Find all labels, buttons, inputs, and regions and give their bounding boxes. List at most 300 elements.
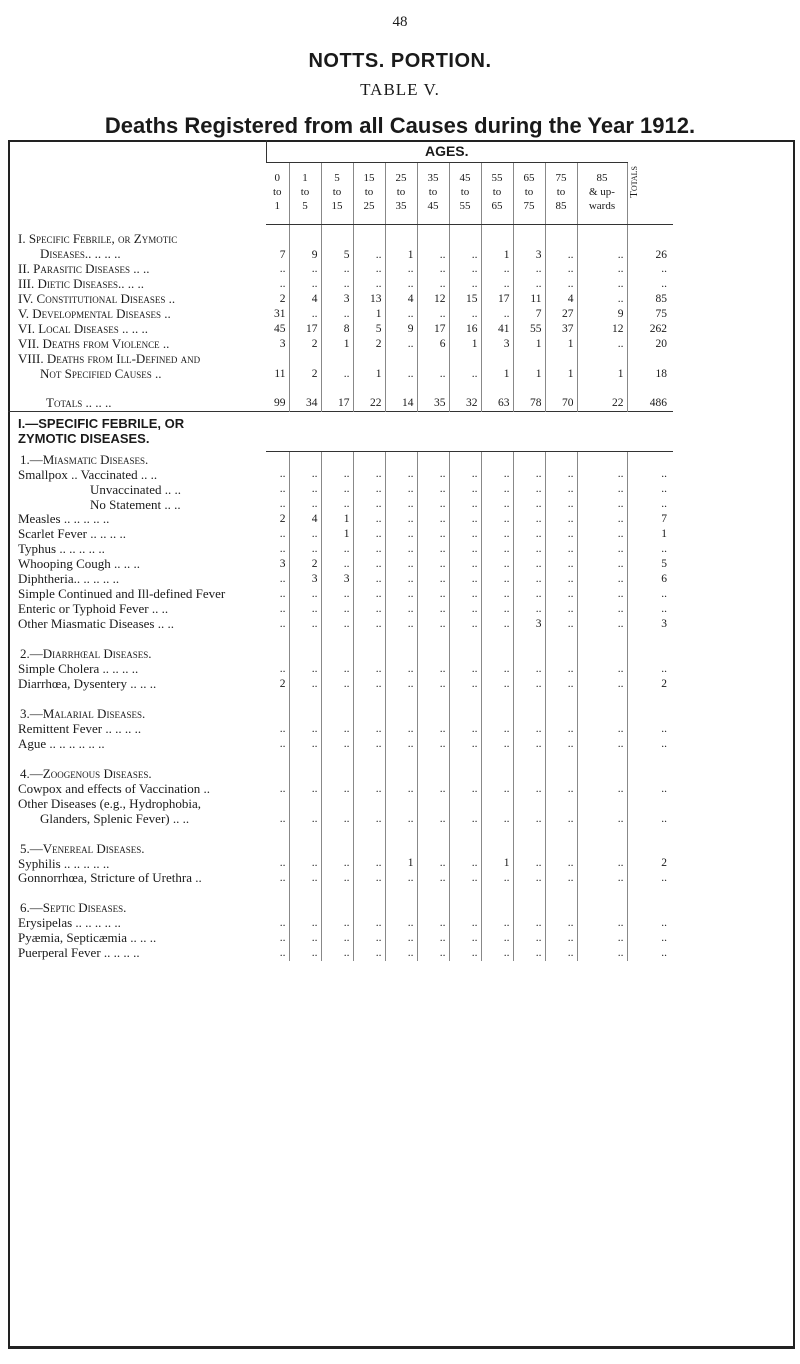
spacer <box>353 692 385 722</box>
spacer <box>545 224 577 232</box>
cell-value: .. <box>321 946 353 961</box>
cell-value: .. <box>661 587 667 600</box>
page-number: 48 <box>392 14 408 30</box>
cell-value: .. <box>545 587 577 602</box>
cell-value: .. <box>449 782 481 797</box>
cell-value: .. <box>321 782 353 797</box>
cell-value: .. <box>449 931 481 946</box>
cell-value: .. <box>289 662 321 677</box>
cell-value: .. <box>417 797 449 827</box>
spacer <box>385 827 417 857</box>
cell-value: .. <box>481 483 513 498</box>
cell-value: .. <box>289 946 321 961</box>
cell-value: 1 <box>545 337 577 352</box>
cell-value: .. <box>661 468 667 481</box>
spacer <box>289 827 321 857</box>
cell-value: .. <box>449 871 481 886</box>
cell-value: 2 <box>266 677 289 692</box>
spacer <box>481 632 513 662</box>
cell-value: .. <box>577 871 627 886</box>
cell-value: .. <box>661 543 667 556</box>
age-column-mid: to <box>396 186 406 199</box>
cell-value: .. <box>353 587 385 602</box>
cell-value: .. <box>449 916 481 931</box>
cell-value: 20 <box>655 337 667 350</box>
cell-value: .. <box>661 483 667 496</box>
cell-value: .. <box>417 307 449 322</box>
row-label <box>8 498 266 513</box>
row-label-cont: Glanders, Splenic Fever) .. .. <box>40 810 190 826</box>
cell-value: .. <box>545 277 577 292</box>
age-column-top: 5 <box>334 172 340 185</box>
cell-value: .. <box>513 916 545 931</box>
spacer <box>353 752 385 782</box>
cell-value: .. <box>353 617 385 632</box>
cell-value: 1 <box>481 857 513 872</box>
cell-value: .. <box>385 527 417 542</box>
age-column-header <box>385 162 417 224</box>
cell-value: 99 <box>266 396 289 412</box>
age-column-mid: to <box>460 186 470 199</box>
cell-value: .. <box>545 662 577 677</box>
age-column-mid: to <box>272 186 282 199</box>
cell-value: .. <box>385 277 417 292</box>
cell-value: .. <box>481 871 513 886</box>
table-row <box>8 572 673 587</box>
age-column-mid: to <box>428 186 438 199</box>
cell-value: .. <box>449 262 481 277</box>
group-title: 4.—Zoogenous Diseases. <box>20 765 152 781</box>
row-label-text: VII. Deaths from Violence .. <box>18 336 170 351</box>
cell-value: .. <box>513 468 545 483</box>
header-spacer <box>8 140 266 162</box>
cell-value: .. <box>661 917 667 930</box>
row-label-text: Smallpox .. Vaccinated .. .. <box>18 467 158 482</box>
cell-value: .. <box>353 498 385 513</box>
spacer <box>321 752 353 782</box>
spacer <box>289 452 321 468</box>
cell-value: 3 <box>266 557 289 572</box>
row-label-text: Gonnorrhœa, Stricture of Urethra .. <box>18 871 202 886</box>
cell-value: 70 <box>545 396 577 412</box>
cell-value: .. <box>577 572 627 587</box>
spacer <box>385 382 417 396</box>
cell-value: 2 <box>289 557 321 572</box>
spacer <box>513 224 545 232</box>
row-label-text: Whooping Cough .. .. .. <box>18 557 141 572</box>
cell-value: .. <box>417 737 449 752</box>
cell-value: .. <box>577 542 627 557</box>
cell-value: .. <box>661 662 667 675</box>
spacer <box>289 382 321 396</box>
age-column-top: 55 <box>491 172 503 185</box>
cell-value: 17 <box>289 322 321 337</box>
cell-value: 27 <box>545 307 577 322</box>
cell-value: 8 <box>321 322 353 337</box>
cell-value: .. <box>321 468 353 483</box>
cell-value: .. <box>545 677 577 692</box>
cell-value: .. <box>577 617 627 632</box>
cell-value: .. <box>577 587 627 602</box>
cell-value: .. <box>545 483 577 498</box>
cell-value: 85 <box>655 292 667 305</box>
cell-value: .. <box>385 483 417 498</box>
table-row <box>8 498 673 513</box>
age-column-header <box>481 162 513 224</box>
row-label-text: VI. Local Diseases .. .. .. <box>18 321 149 336</box>
cell-value: .. <box>577 797 627 827</box>
spacer <box>627 827 673 857</box>
cell-value: .. <box>385 722 417 737</box>
spacer <box>545 886 577 916</box>
cell-value: .. <box>577 662 627 677</box>
cell-value: .. <box>417 468 449 483</box>
cell-value: .. <box>289 871 321 886</box>
cell-value: .. <box>577 527 627 542</box>
age-column-bot: 85 <box>555 199 567 212</box>
spacer <box>417 827 449 857</box>
age-column-header <box>449 162 481 224</box>
spacer <box>627 752 673 782</box>
spacer <box>321 412 353 452</box>
table-row <box>8 782 673 797</box>
cell-value: .. <box>449 542 481 557</box>
row-label-text: Puerperal Fever .. .. .. .. <box>18 946 140 961</box>
cell-value: .. <box>417 557 449 572</box>
cell-value: .. <box>321 797 353 827</box>
cell-value: 17 <box>417 322 449 337</box>
row-label-text: III. Dietic Diseases.. .. .. <box>18 276 145 291</box>
group-title: 6.—Septic Diseases. <box>20 900 127 916</box>
spacer <box>577 412 627 452</box>
row-label-text: Diphtheria.. .. .. .. .. <box>18 572 120 587</box>
cell-value: .. <box>417 483 449 498</box>
spacer <box>417 412 449 452</box>
cell-value: .. <box>266 262 289 277</box>
spacer <box>385 412 417 452</box>
cell-value: .. <box>417 857 449 872</box>
table-row <box>8 916 673 931</box>
row-label-text: II. Parasitic Diseases .. .. <box>18 262 150 276</box>
cell-value: .. <box>353 722 385 737</box>
cell-value: .. <box>266 737 289 752</box>
cell-value: 6 <box>661 573 667 586</box>
cell-value: .. <box>385 871 417 886</box>
cell-value: .. <box>289 602 321 617</box>
table-row <box>8 277 673 292</box>
cell-value: .. <box>545 722 577 737</box>
spacer <box>321 886 353 916</box>
table-row <box>8 352 673 382</box>
spacer <box>627 224 673 232</box>
row-label-text: IV. Constitutional Diseases .. <box>18 291 176 306</box>
group-title: 3.—Malarial Diseases. <box>20 705 146 721</box>
cell-value: .. <box>266 587 289 602</box>
cell-value: .. <box>449 307 481 322</box>
cell-value: .. <box>417 617 449 632</box>
spacer <box>417 382 449 396</box>
cell-value: 2 <box>289 337 321 352</box>
spacer <box>266 224 289 232</box>
cell-value: .. <box>577 468 627 483</box>
cell-value: .. <box>321 557 353 572</box>
row-label <box>8 857 266 872</box>
cell-value: .. <box>481 468 513 483</box>
age-column-header <box>321 162 353 224</box>
table-row <box>8 232 673 262</box>
cell-value: .. <box>289 483 321 498</box>
spacer <box>481 752 513 782</box>
row-label <box>8 587 266 602</box>
row-label-text: Totals .. .. .. <box>46 395 112 410</box>
age-column-bot: wards <box>588 199 616 212</box>
age-column-top: 0 <box>274 172 280 185</box>
table-row <box>8 468 673 483</box>
cell-value: .. <box>481 737 513 752</box>
cell-value: .. <box>266 498 289 513</box>
spacer <box>545 452 577 468</box>
cell-value: .. <box>449 352 481 382</box>
cell-value: .. <box>266 572 289 587</box>
cell-value: .. <box>266 527 289 542</box>
spacer <box>449 224 481 232</box>
row-label <box>8 262 266 277</box>
cell-value: .. <box>321 587 353 602</box>
table-row <box>8 542 673 557</box>
cell-value: .. <box>481 782 513 797</box>
age-column-header <box>266 162 289 224</box>
row-label <box>8 931 266 946</box>
spacer <box>321 382 353 396</box>
cell-value: .. <box>321 737 353 752</box>
cell-value: .. <box>321 916 353 931</box>
cell-value: .. <box>513 797 545 827</box>
cell-value: 31 <box>266 307 289 322</box>
deaths-table <box>8 140 673 961</box>
cell-value: .. <box>289 797 321 827</box>
spacer <box>321 827 353 857</box>
cell-value: .. <box>353 662 385 677</box>
cell-value: .. <box>545 527 577 542</box>
cell-value: .. <box>513 857 545 872</box>
spacer <box>449 412 481 452</box>
cell-value: 9 <box>385 322 417 337</box>
cell-value: .. <box>417 782 449 797</box>
cell-value: .. <box>545 931 577 946</box>
spacer <box>266 452 289 468</box>
spacer <box>385 692 417 722</box>
cell-value: .. <box>417 916 449 931</box>
age-column-bot: 75 <box>523 199 535 212</box>
spacer <box>513 412 545 452</box>
row-label <box>8 602 266 617</box>
cell-value: .. <box>577 292 627 307</box>
cell-value: .. <box>449 662 481 677</box>
cell-value: .. <box>289 677 321 692</box>
row-label-text: Remittent Fever .. .. .. .. <box>18 721 142 736</box>
age-column-top: 85 <box>596 172 608 185</box>
spacer <box>385 632 417 662</box>
cell-value: .. <box>545 468 577 483</box>
cell-value: .. <box>661 498 667 511</box>
spacer <box>417 886 449 916</box>
cell-value: .. <box>289 722 321 737</box>
cell-value: .. <box>545 946 577 961</box>
age-column-header <box>353 162 385 224</box>
cell-value: 1 <box>481 232 513 262</box>
spacer <box>449 692 481 722</box>
cell-value: .. <box>513 871 545 886</box>
cell-value: .. <box>513 931 545 946</box>
cell-value: 4 <box>545 292 577 307</box>
cell-value: 6 <box>417 337 449 352</box>
spacer <box>545 382 577 396</box>
spacer <box>627 632 673 662</box>
cell-value: .. <box>353 262 385 277</box>
table-row <box>8 662 673 677</box>
cell-value: 9 <box>577 307 627 322</box>
age-column-header <box>417 162 449 224</box>
cell-value: .. <box>661 602 667 615</box>
row-label <box>8 512 266 527</box>
cell-value: .. <box>513 512 545 527</box>
cell-value: .. <box>266 602 289 617</box>
table-row <box>8 857 673 872</box>
cell-value: .. <box>321 542 353 557</box>
cell-value: .. <box>385 262 417 277</box>
row-label <box>8 483 266 498</box>
cell-value: .. <box>513 722 545 737</box>
cell-value: 22 <box>577 396 627 412</box>
age-column-mid: to <box>524 186 534 199</box>
cell-value: .. <box>289 916 321 931</box>
cell-value: 9 <box>289 232 321 262</box>
cell-value: 41 <box>481 322 513 337</box>
cell-value: 12 <box>577 322 627 337</box>
spacer <box>266 382 289 396</box>
cell-value: .. <box>577 483 627 498</box>
cell-value: .. <box>266 782 289 797</box>
cell-value: .. <box>385 587 417 602</box>
row-label <box>8 617 266 632</box>
cell-value: 7 <box>513 307 545 322</box>
spacer <box>385 886 417 916</box>
cell-value: .. <box>481 527 513 542</box>
cell-value: .. <box>353 512 385 527</box>
spacer <box>353 382 385 396</box>
cell-value: .. <box>385 782 417 797</box>
cell-value: .. <box>353 483 385 498</box>
cell-value: .. <box>321 662 353 677</box>
cell-value: .. <box>266 483 289 498</box>
spacer <box>481 452 513 468</box>
cell-value: .. <box>321 677 353 692</box>
cell-value: 3 <box>481 337 513 352</box>
row-label-text: Scarlet Fever .. .. .. .. <box>18 527 126 542</box>
spacer <box>449 752 481 782</box>
cell-value: .. <box>266 857 289 872</box>
spacer <box>513 692 545 722</box>
cell-value: .. <box>545 557 577 572</box>
cell-value: .. <box>577 677 627 692</box>
cell-value: 1 <box>353 352 385 382</box>
cell-value: .. <box>481 572 513 587</box>
cell-value: .. <box>385 307 417 322</box>
table-row <box>8 557 673 572</box>
row-label-text: Simple Cholera .. .. .. .. <box>18 661 139 676</box>
cell-value: .. <box>577 782 627 797</box>
row-label <box>8 468 266 483</box>
cell-value: .. <box>385 916 417 931</box>
cell-value: .. <box>353 782 385 797</box>
row-label-cont: Diseases.. .. .. .. <box>40 246 121 261</box>
cell-value: .. <box>417 931 449 946</box>
cell-value: .. <box>661 813 667 826</box>
cell-value: 11 <box>513 292 545 307</box>
spacer <box>545 752 577 782</box>
cell-value: .. <box>385 946 417 961</box>
spacer <box>513 827 545 857</box>
row-label <box>8 722 266 737</box>
age-column-mid: to <box>300 186 310 199</box>
spacer <box>353 412 385 452</box>
cell-value: .. <box>417 277 449 292</box>
cell-value: 1 <box>545 352 577 382</box>
spacer <box>481 382 513 396</box>
spacer <box>353 886 385 916</box>
cell-value: 17 <box>481 292 513 307</box>
cell-value: 34 <box>289 396 321 412</box>
table-row <box>8 292 673 307</box>
cell-value: 32 <box>449 396 481 412</box>
row-label <box>8 662 266 677</box>
cell-value: .. <box>385 498 417 513</box>
cell-value: .. <box>385 352 417 382</box>
spacer <box>417 632 449 662</box>
cell-value: 18 <box>655 368 667 381</box>
cell-value: .. <box>481 797 513 827</box>
age-column-top: 1 <box>302 172 308 185</box>
cell-value: 5 <box>321 232 353 262</box>
cell-value: .. <box>513 946 545 961</box>
cell-value: .. <box>577 498 627 513</box>
row-label-text: V. Developmental Diseases .. <box>18 306 171 321</box>
cell-value: 4 <box>385 292 417 307</box>
cell-value: .. <box>661 277 667 290</box>
cell-value: .. <box>661 782 667 795</box>
row-label <box>8 677 266 692</box>
spacer <box>545 632 577 662</box>
cell-value: 1 <box>577 352 627 382</box>
cell-value: .. <box>481 662 513 677</box>
spacer <box>289 752 321 782</box>
row-label <box>8 337 266 352</box>
spacer <box>289 886 321 916</box>
table-row <box>8 931 673 946</box>
spacer <box>513 632 545 662</box>
heading: NOTTS. PORTION. <box>308 50 492 72</box>
cell-value: .. <box>577 737 627 752</box>
row-label <box>8 232 266 262</box>
cell-value: .. <box>417 602 449 617</box>
cell-value: 45 <box>266 322 289 337</box>
cell-value: 22 <box>353 396 385 412</box>
age-column-mid: to <box>364 186 374 199</box>
cell-value: .. <box>417 662 449 677</box>
age-column-bot: 25 <box>363 199 375 212</box>
cell-value: .. <box>481 542 513 557</box>
spacer <box>353 224 385 232</box>
